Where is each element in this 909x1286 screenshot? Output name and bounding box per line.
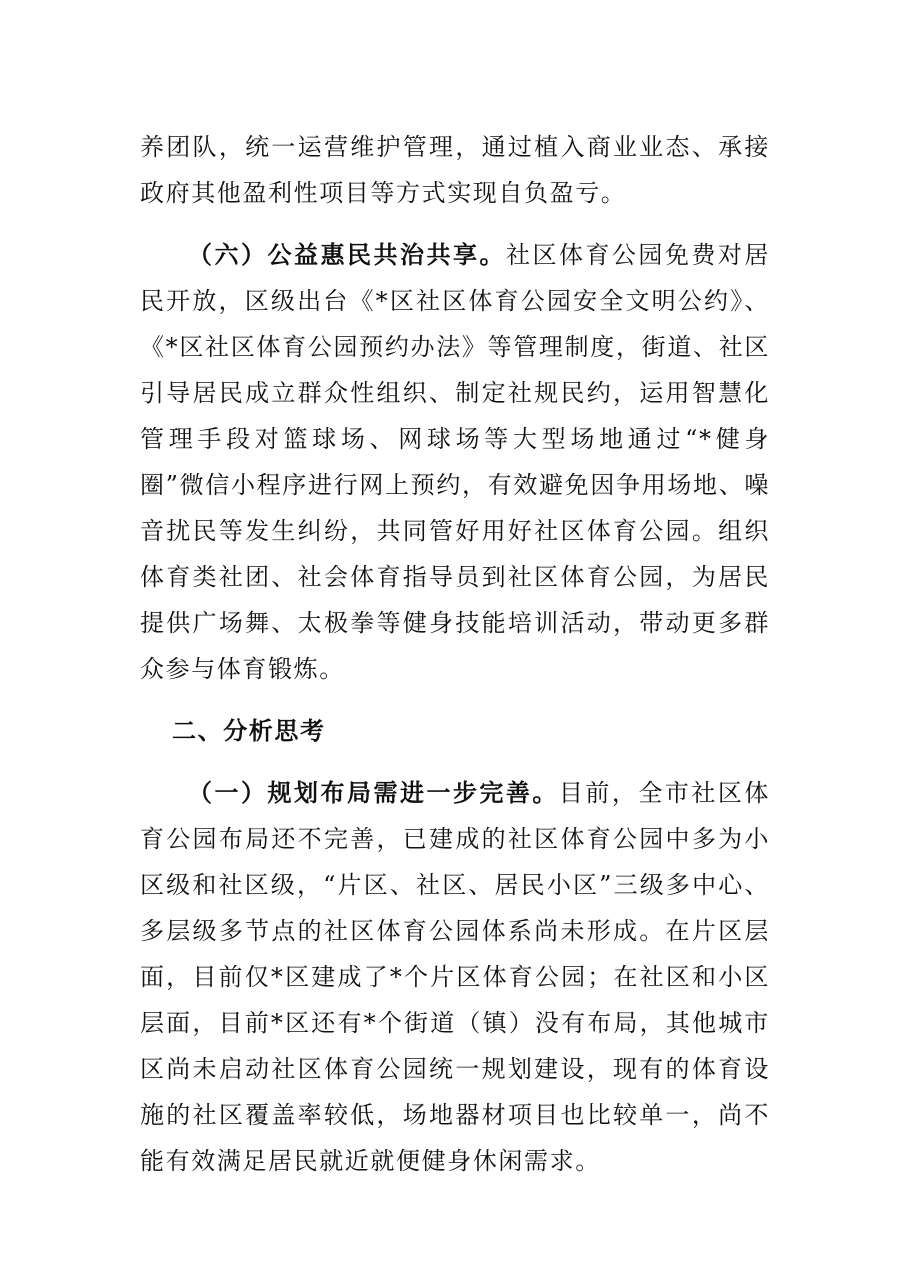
paragraph-continuation-text: 养团队，统一运营维护管理，通过植入商业业态、承接政府其他盈利性项目等方式实现自负盈亏。: [140, 133, 770, 207]
paragraph-analysis-1: [140, 770, 770, 1184]
analysis-1-lead: （一）规划布局需进一步完善。: [188, 779, 559, 807]
section-6-body: 社区体育公园免费对居民开放，区级出台《*区社区体育公园安全文明公约》、《*区社区体育公园预约办法》等管理制度，街道、社区引导居民成立群众性组织、制定社规民约，运用智慧化管理手段对篮球场、网球场等大型场地通过“*健身圈”微信小程序进行网上预约，有效避免因争用场地、噪音扰民等发生纠纷，共同管好用好社区体育公园。组织体育类社团、社会体育指导员到社区体育公园，为居民提供广场舞、太极拳等健身技能培训活动，带动更多群众参与体育锻炼。: [140, 241, 771, 683]
analysis-1-body: 目前，全市社区体育公园布局还不完善，已建成的社区体育公园中多为小区级和社区级，“片区、社区、居民小区”三级多中心、多层级多节点的社区体育公园体系尚未形成。在片区层面，目前仅*区建成了*个片区体育公园；在社区和小区层面，目前*区还有*个街道（镇）没有布局，其他城市区尚未启动社区体育公园统一规划建设，现有的体育设施的社区覆盖率较低，场地器材项目也比较单一，尚不能有效满足居民就近就便健身休闲需求。: [140, 779, 770, 1175]
paragraph-continuation: [140, 124, 770, 216]
section-6-lead: （六）公益惠民共治共享。: [188, 241, 506, 269]
document-body: [140, 124, 770, 1184]
section-heading-analysis: 二、分析思考: [172, 717, 326, 745]
paragraph-section-6: [140, 232, 770, 692]
